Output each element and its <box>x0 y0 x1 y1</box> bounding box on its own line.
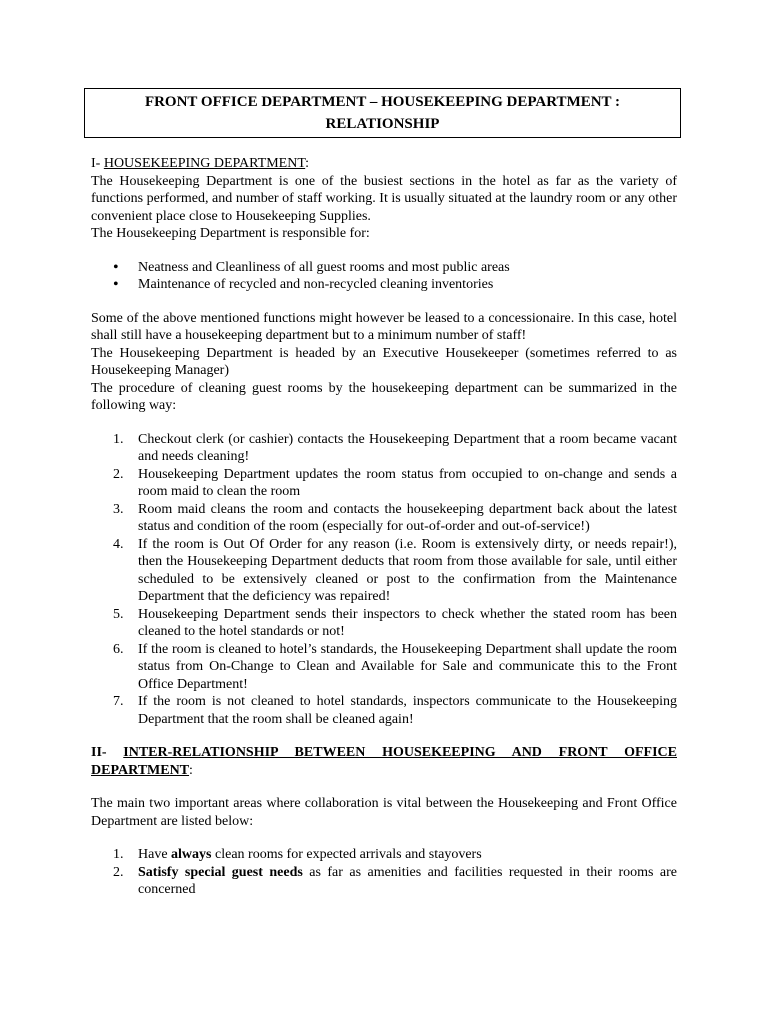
list-item <box>91 466 677 501</box>
section-2-colon: : <box>189 762 193 778</box>
step-text: If the room is cleaned to hotel’s standards, the Housekeeping Department shall update the room status from On-Change to Clean and Available for Sale and communicate this to the Front Office Department! <box>138 641 677 692</box>
step-text: Checkout clerk (or cashier) contacts the Housekeeping Department that a room became vacant and needs cleaning! <box>138 431 677 464</box>
section-2-prefix: II- <box>91 745 124 760</box>
step-text: If the room is Out Of Order for any reason (i.e. Room is extensively dirty, or needs repair!), then the Housekeeping Department deducts that room from those available for sale, until either scheduled to be extensively cleaned or post to the confirmation from the Maintenance Department that the deficiency was repaired! <box>138 536 677 604</box>
section-2-intro: The main two important areas where collaboration is vital between the Housekeeping and Front Office Department are listed below: <box>91 796 677 829</box>
section-1-heading <box>91 155 677 173</box>
step-text: If the room is not cleaned to hotel standards, inspectors communicate to the Housekeeping Department that the room shall be cleaned again! <box>138 694 677 727</box>
list-item <box>91 864 677 899</box>
list-item: • Neatness and Cleanliness of all guest rooms and most public areas <box>91 259 677 277</box>
list-item <box>91 693 677 728</box>
list-item <box>91 606 677 641</box>
section-2-heading <box>91 744 677 779</box>
step-number: 4. <box>113 536 124 552</box>
document-title-line-1: FRONT OFFICE DEPARTMENT – HOUSEKEEPING DEPARTMENT : <box>144 94 621 110</box>
step-number: 2. <box>113 466 124 482</box>
item-text-pre: Have <box>138 847 172 862</box>
document-title-box <box>84 88 681 138</box>
procedure-steps-list <box>91 431 677 729</box>
section-1-intro: The Housekeeping Department is one of the busiest sections in the hotel as far as the variety of functions performed, and number of staff working. It is usually situated at the laundry room or any other convenient place close to Housekeeping Supplies. <box>91 173 677 224</box>
item-text-post: as far as amenities and facilities requested in their rooms are concerned <box>138 864 677 897</box>
document-body <box>91 155 677 899</box>
section-1-prefix: I- <box>91 156 104 171</box>
list-item <box>91 846 677 864</box>
list-item <box>91 501 677 536</box>
step-number: 7. <box>113 694 124 709</box>
list-item <box>91 431 677 466</box>
item-text-bold: Satisfy special guest needs <box>138 864 303 880</box>
collaboration-areas-list <box>91 846 677 899</box>
section-1-paragraph-procedure: The procedure of cleaning guest rooms by the housekeeping department can be summarized in the following way: <box>91 380 677 413</box>
section-1-colon: : <box>305 156 310 171</box>
step-text: Room maid cleans the room and contacts the housekeeping department back about the latest status and condition of the room (especially for out-of-order and out-of-service!) <box>138 501 677 534</box>
step-number: 3. <box>113 501 124 517</box>
section-2-title: INTER-RELATIONSHIP BETWEEN HOUSEKEEPING AND FRONT OFFICE DEPARTMENT <box>91 745 677 778</box>
document-title-line-2: RELATIONSHIP <box>325 116 440 132</box>
step-text: Housekeeping Department sends their inspectors to check whether the stated room has been cleaned to the hotel standards or not! <box>138 606 677 639</box>
section-1-responsible: The Housekeeping Department is responsible for: <box>91 226 370 241</box>
section-1-title: HOUSEKEEPING DEPARTMENT <box>103 156 306 171</box>
step-text: Housekeeping Department updates the room status from occupied to on-change and sends a room maid to clean the room <box>138 466 677 499</box>
step-number: 1. <box>113 431 124 447</box>
list-item: • Maintenance of recycled and non-recycled cleaning inventories <box>91 276 677 294</box>
step-number: 6. <box>113 641 124 657</box>
list-item <box>91 641 677 694</box>
section-1-paragraph-concessionaire: Some of the above mentioned functions might however be leased to a concessionaire. In this case, hotel shall still have a housekeeping department but to a minimum number of staff! <box>91 310 677 343</box>
item-text-bold: always <box>171 847 212 862</box>
item-number: 2. <box>113 864 124 880</box>
step-number: 5. <box>113 606 124 622</box>
list-item <box>91 536 677 606</box>
item-number: 1. <box>113 847 124 862</box>
item-text-post: clean rooms for expected arrivals and stayovers <box>211 847 482 862</box>
section-1-paragraph-executive: The Housekeeping Department is headed by an Executive Housekeeper (sometimes referred to as Housekeeping Manager) <box>91 345 677 378</box>
responsibility-list <box>91 259 677 294</box>
